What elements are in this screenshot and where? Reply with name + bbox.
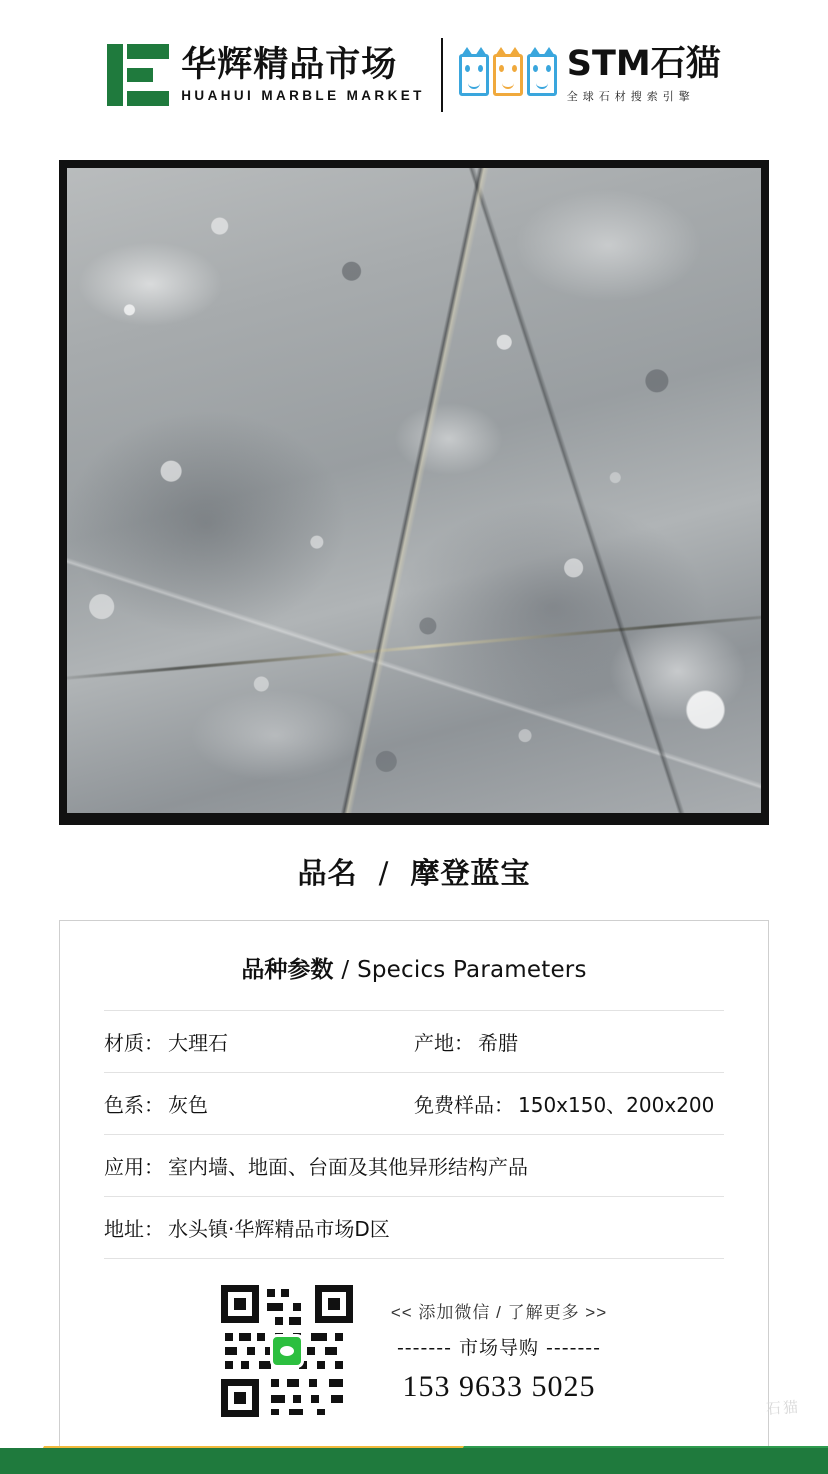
- header: [0, 0, 828, 150]
- contact-area: [104, 1258, 724, 1425]
- table-row: [104, 1010, 724, 1072]
- param-label: 应用：: [104, 1155, 164, 1179]
- contact-guide-label: ------- 市场导购 -------: [396, 1337, 602, 1359]
- param-value: 室内墙、地面、台面及其他异形结构产品: [168, 1155, 528, 1179]
- param-label: 材质：: [104, 1031, 164, 1055]
- param-cell-material: [104, 1027, 414, 1056]
- parameters-title: [60, 921, 768, 1010]
- header-divider: [441, 38, 443, 112]
- product-separator: /: [378, 856, 390, 890]
- contact-text: [391, 1298, 607, 1404]
- stone-slab-image: [67, 168, 761, 813]
- parameters-title-separator: /: [341, 957, 350, 983]
- product-label: 品名: [297, 856, 358, 890]
- partner-name: STM石猫: [566, 43, 721, 84]
- stm-logo: [459, 43, 721, 105]
- contact-phone[interactable]: 153 9633 5025: [402, 1370, 596, 1403]
- huahui-logo-text: [181, 44, 425, 104]
- cat-icons: [459, 54, 557, 96]
- table-row: [104, 1072, 724, 1134]
- huahui-logo: [107, 44, 425, 106]
- param-value: 大理石: [168, 1031, 228, 1055]
- param-value: 希腊: [478, 1031, 518, 1055]
- parameters-title-cn: 品种参数: [241, 957, 334, 983]
- param-cell-origin: [414, 1027, 724, 1056]
- stm-logo-text: [566, 43, 721, 105]
- param-value: 150x150、200x200: [518, 1093, 715, 1117]
- parameters-title-en: Specics Parameters: [357, 957, 587, 983]
- cat-icon-blue-right: [527, 54, 557, 96]
- cat-icon-blue-left: [459, 54, 489, 96]
- partner-subtitle: 全球石材搜索引擎: [566, 91, 695, 104]
- table-row: [104, 1134, 724, 1196]
- param-cell-application: [104, 1151, 724, 1180]
- product-name-line: [0, 851, 828, 892]
- stone-image-frame: [59, 160, 769, 825]
- parameters-card: [59, 920, 769, 1448]
- footer-stripe-green: [0, 1448, 828, 1474]
- brand-name-cn: 华辉精品市场: [181, 44, 398, 85]
- wechat-qr-code[interactable]: [221, 1285, 353, 1417]
- watermark: 石猫: [765, 1398, 801, 1419]
- param-label: 免费样品：: [414, 1093, 514, 1117]
- contact-add-wechat: << 添加微信 / 了解更多 >>: [390, 1303, 608, 1322]
- param-label: 地址：: [104, 1217, 164, 1241]
- param-label: 产地：: [414, 1031, 474, 1055]
- cat-icon-yellow: [493, 54, 523, 96]
- param-cell-address: [104, 1213, 724, 1242]
- param-cell-sample: [414, 1089, 724, 1118]
- param-cell-color: [104, 1089, 414, 1118]
- huahui-logo-icon: [107, 44, 169, 106]
- product-name: 摩登蓝宝: [410, 856, 531, 890]
- parameters-rows: [60, 1010, 768, 1258]
- table-row: [104, 1196, 724, 1258]
- param-value: 水头镇·华辉精品市场D区: [168, 1217, 390, 1241]
- brand-name-en: HUAHUI MARBLE MARKET: [181, 88, 425, 104]
- wechat-icon: [270, 1334, 304, 1368]
- footer-bar: [0, 1434, 828, 1474]
- param-label: 色系：: [104, 1093, 164, 1117]
- param-value: 灰色: [168, 1093, 208, 1117]
